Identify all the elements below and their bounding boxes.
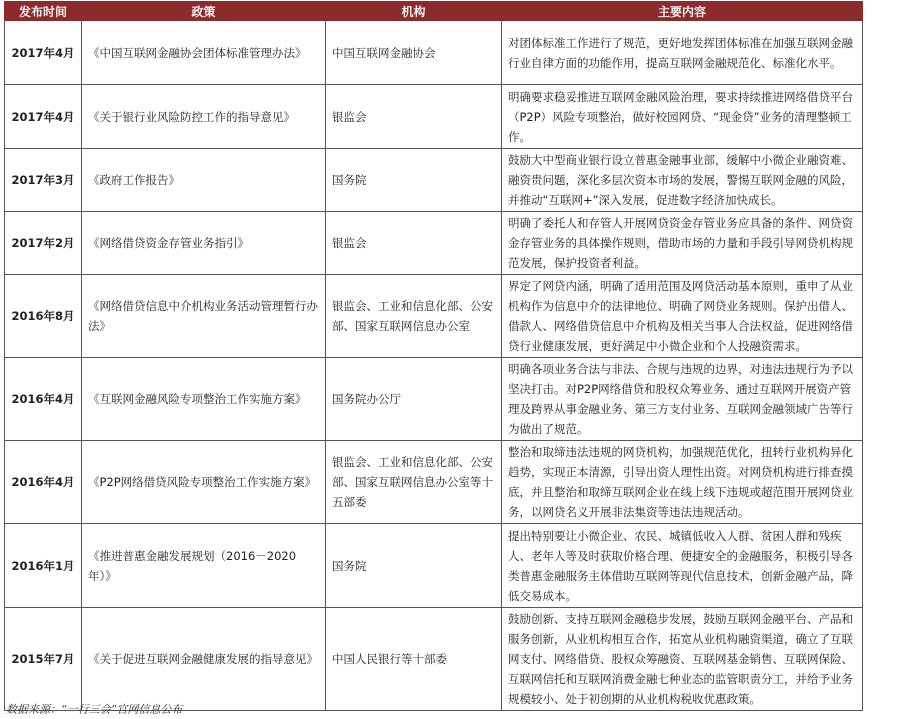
source-note: 数据来源：“一行三会”官网信息公布 bbox=[6, 703, 183, 716]
org-cell: 国务院 bbox=[326, 149, 502, 212]
header-policy: 政策 bbox=[82, 2, 326, 21]
date-cell: 2017年2月 bbox=[5, 212, 82, 275]
header-content: 主要内容 bbox=[502, 2, 863, 21]
content-cell: 明确要求稳妥推进互联网金融风险治理，要求持续推进网络借贷平台（P2P）风险专项整治，做好校园网贷、“现金贷”业务的清理整顿工作。 bbox=[502, 85, 863, 149]
policy-cell: 《政府工作报告》 bbox=[82, 149, 326, 212]
org-cell: 银监会、工业和信息化部、公安部、国家互联网信息办公室等十五部委 bbox=[326, 441, 502, 524]
content-cell: 界定了网贷内涵，明确了适用范围及网贷活动基本原则，重申了从业机构作为信息中介的法律地位、明确了网贷业务规则。保护出借人、借款人、网络借贷信息中介机构及相关当事人合法权益，促进网络借贷行业健康发展，更好满足中小微企业和个人投融资需求。 bbox=[502, 275, 863, 358]
date-cell: 2017年3月 bbox=[5, 149, 82, 212]
policy-cell: 《互联网金融风险专项整治工作实施方案》 bbox=[82, 358, 326, 441]
date-cell: 2016年1月 bbox=[5, 524, 82, 608]
content-cell: 明确各项业务合法与非法、合规与违规的边界，对违法违规行为予以坚决打击。对P2P网络借贷和股权众筹业务、通过互联网开展资产管理及跨界从事金融业务、第三方支付业务、互联网金融领域广告等行为做出了规范。 bbox=[502, 358, 863, 441]
org-cell: 中国人民银行等十部委 bbox=[326, 608, 502, 711]
date-cell: 2017年4月 bbox=[5, 21, 82, 85]
policy-cell: 《网络借贷信息中介机构业务活动管理暂行办法》 bbox=[82, 275, 326, 358]
date-cell: 2017年4月 bbox=[5, 85, 82, 149]
content-cell: 鼓励创新、支持互联网金融稳步发展，鼓励互联网金融平台、产品和服务创新，从业机构相互合作，拓宽从业机构融资渠道，确立了互联网支付、网络借贷、股权众筹融资、互联网基金销售、互联网保险、互联网信托和互联网消费金融七种业态的监管职责分工，并给予业务规模较小、处于初创期的从业机构税收优惠政策。 bbox=[502, 608, 863, 711]
date-cell: 2016年4月 bbox=[5, 441, 82, 524]
table-row bbox=[5, 21, 863, 85]
org-cell: 银监会 bbox=[326, 85, 502, 149]
content-cell: 提出特别要让小微企业、农民、城镇低收入人群、贫困人群和残疾人、老年人等及时获取价格合理、便捷安全的金融服务，积极引导各类普惠金融服务主体借助互联网等现代信息技术，创新金融产品，降低交易成本。 bbox=[502, 524, 863, 608]
org-cell: 国务院办公厅 bbox=[326, 358, 502, 441]
table-row bbox=[5, 85, 863, 149]
content-cell: 明确了委托人和存管人开展网贷资金存管业务应具备的条件、网贷资金存管业务的具体操作规则，借助市场的力量和手段引导网贷机构规范发展，保护投资者利益。 bbox=[502, 212, 863, 275]
content-cell: 鼓励大中型商业银行设立普惠金融事业部，缓解中小微企业融资难、融资贵问题，深化多层次资本市场的发展，警惕互联网金融的风险，并推动“互联网+”深入发展，促进数字经济加快成长。 bbox=[502, 149, 863, 212]
table-row bbox=[5, 275, 863, 358]
header-date: 发布时间 bbox=[5, 2, 82, 21]
header-org: 机构 bbox=[326, 2, 502, 21]
content-cell: 整治和取缔违法违规的网贷机构，加强规范优化，扭转行业机构异化趋势，实现正本清源，引导出资人理性出资。对网贷机构进行排查摸底，并且整治和取缔互联网企业在线上线下违规或超范围开展网贷业务，以网贷名义开展非法集资等违法违规活动。 bbox=[502, 441, 863, 524]
policy-table bbox=[4, 1, 863, 711]
policy-cell: 《网络借贷资金存管业务指引》 bbox=[82, 212, 326, 275]
org-cell: 银监会 bbox=[326, 212, 502, 275]
org-cell: 国务院 bbox=[326, 524, 502, 608]
org-cell: 银监会、工业和信息化部、公安部、国家互联网信息办公室 bbox=[326, 275, 502, 358]
table-row bbox=[5, 524, 863, 608]
table-row bbox=[5, 358, 863, 441]
table-row bbox=[5, 608, 863, 711]
table-row bbox=[5, 149, 863, 212]
policy-cell: 《关于银行业风险防控工作的指导意见》 bbox=[82, 85, 326, 149]
org-cell: 中国互联网金融协会 bbox=[326, 21, 502, 85]
table-row bbox=[5, 441, 863, 524]
table-row bbox=[5, 212, 863, 275]
policy-cell: 《推进普惠金融发展规划（2016－2020年）》 bbox=[82, 524, 326, 608]
policy-cell: 《中国互联网金融协会团体标准管理办法》 bbox=[82, 21, 326, 85]
date-cell: 2016年8月 bbox=[5, 275, 82, 358]
date-cell: 2015年7月 bbox=[5, 608, 82, 711]
content-cell: 对团体标准工作进行了规范，更好地发挥团体标准在加强互联网金融行业自律方面的功能作用，提高互联网金融规范化、标准化水平。 bbox=[502, 21, 863, 85]
policy-cell: 《P2P网络借贷风险专项整治工作实施方案》 bbox=[82, 441, 326, 524]
table-header-row bbox=[5, 2, 863, 21]
date-cell: 2016年4月 bbox=[5, 358, 82, 441]
policy-cell: 《关于促进互联网金融健康发展的指导意见》 bbox=[82, 608, 326, 711]
